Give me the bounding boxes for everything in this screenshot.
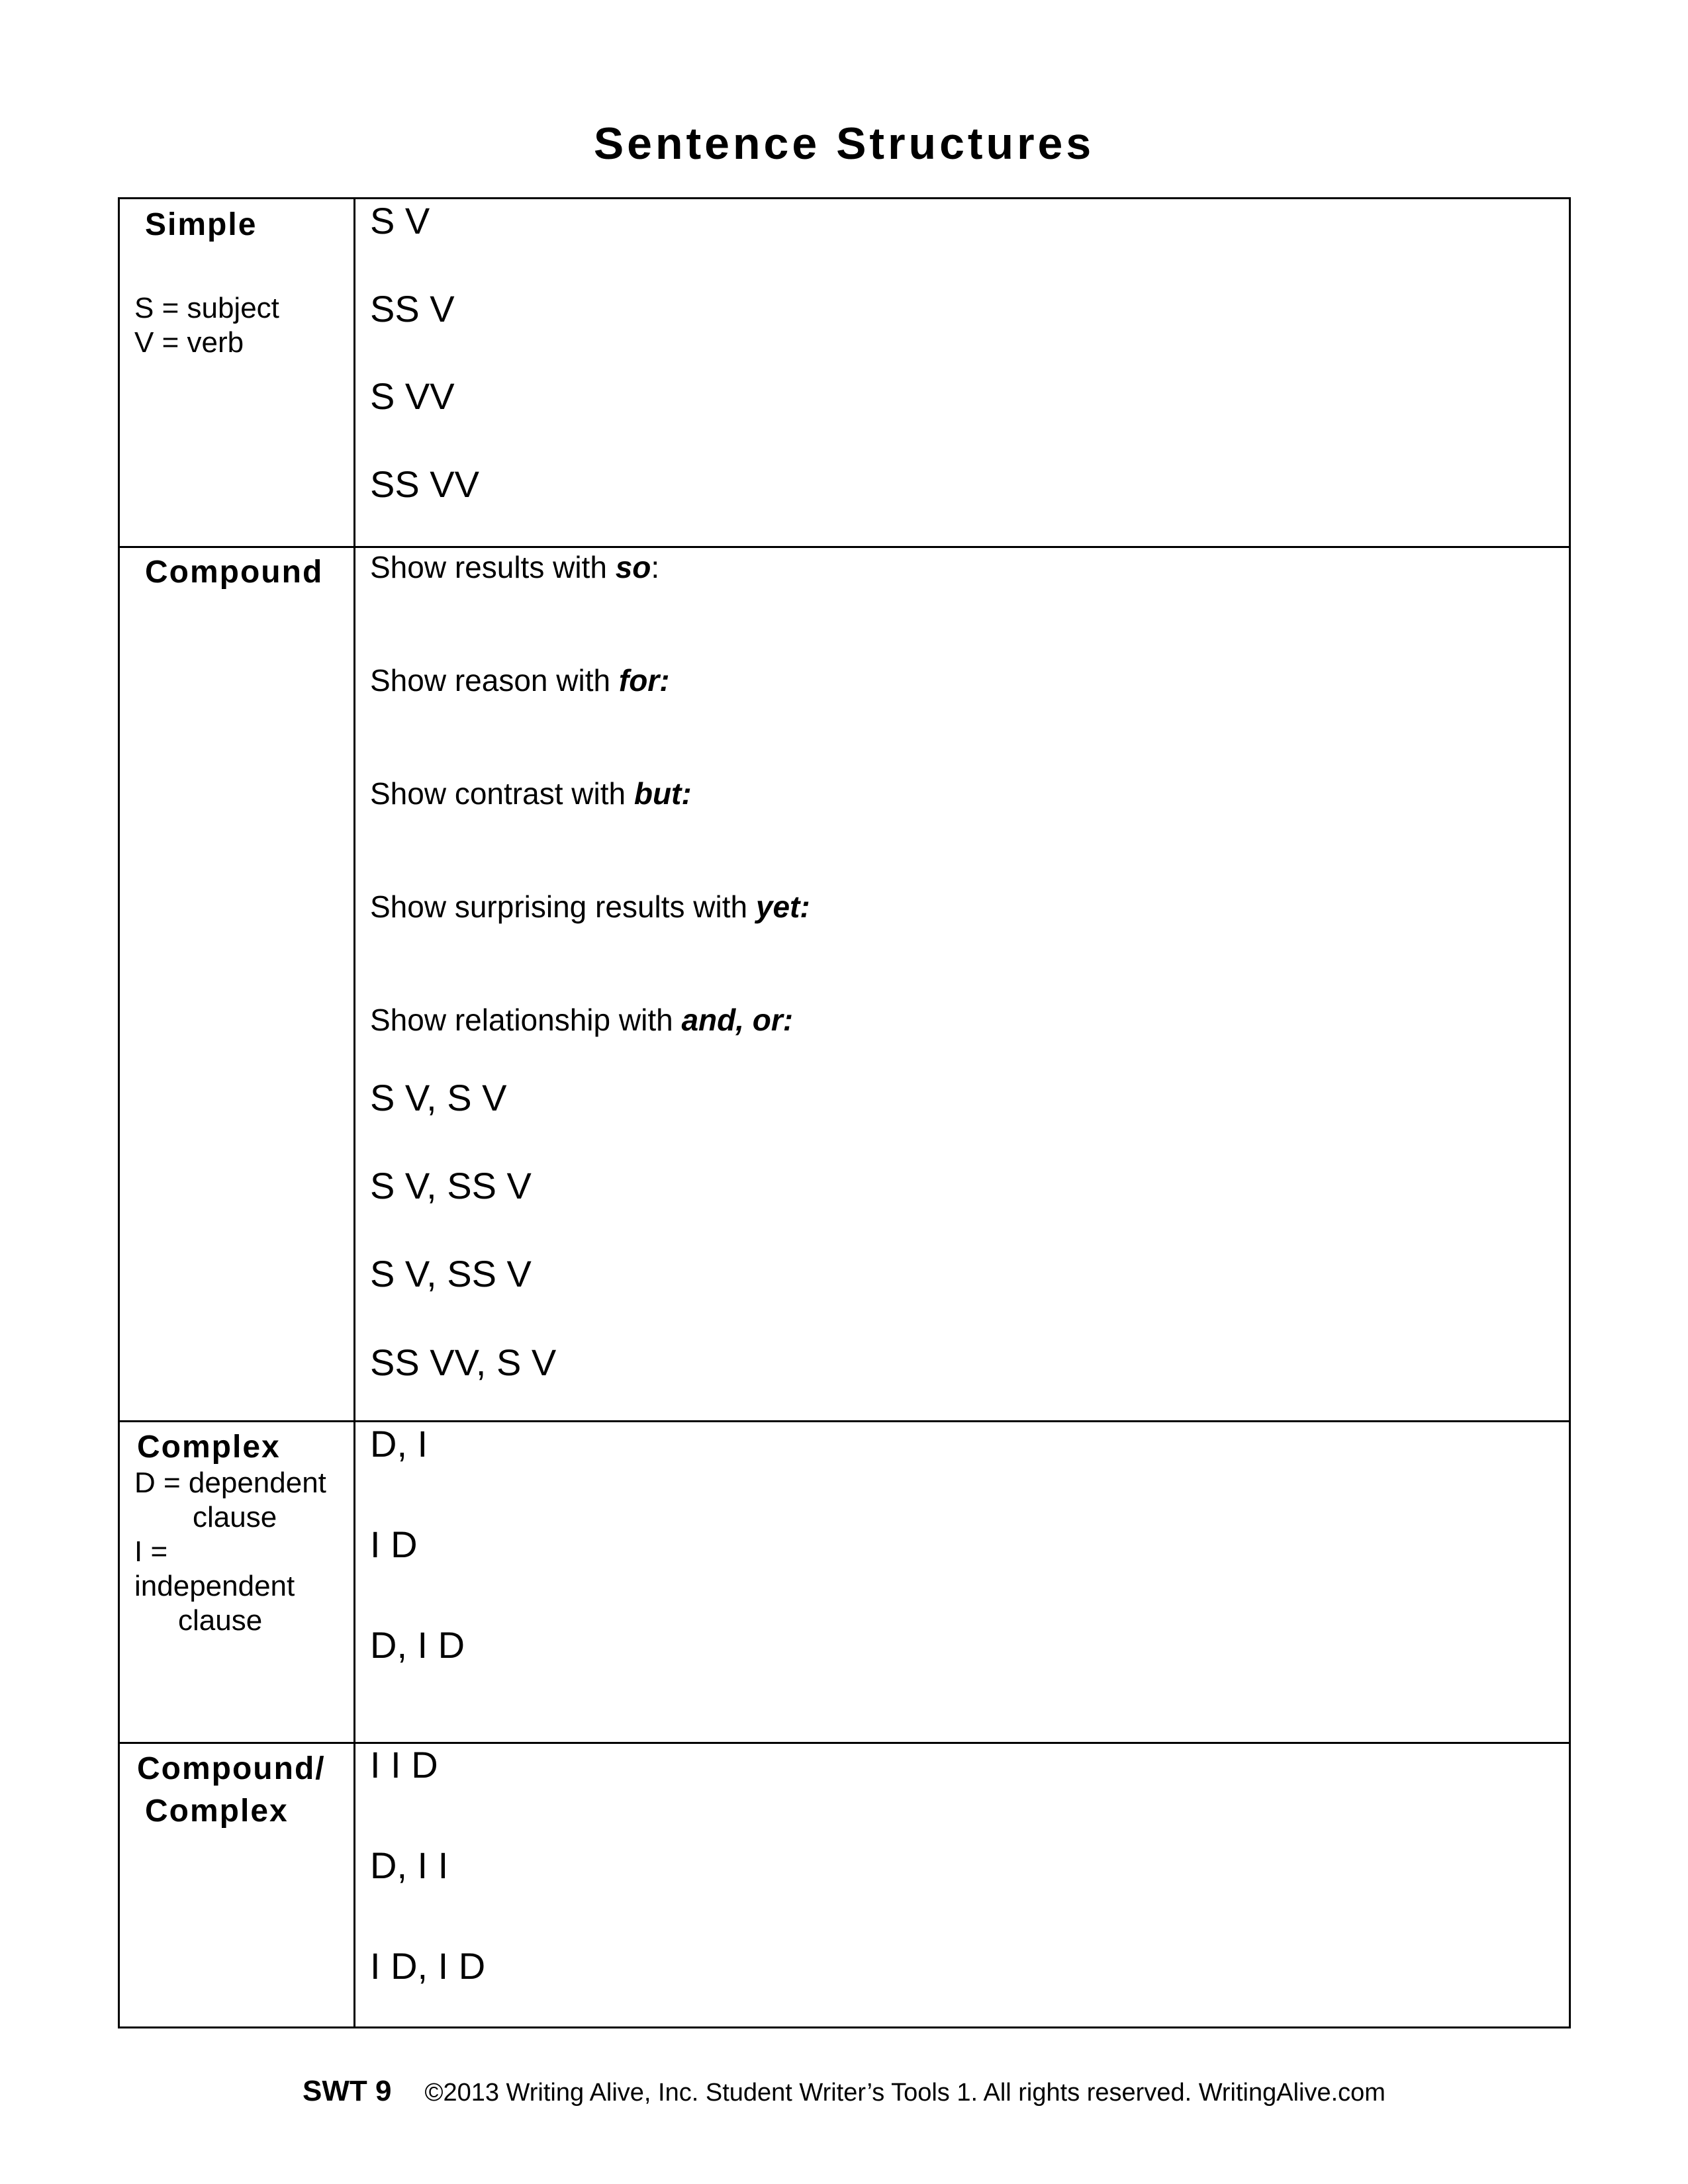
footer-code: SWT 9 [303, 2075, 392, 2107]
column-divider [353, 199, 355, 2026]
complex-label: Complex [137, 1430, 281, 1465]
structures-table [118, 197, 1571, 2028]
simple-note: S = subject [134, 292, 279, 324]
footer-copyright: ©2013 Writing Alive, Inc. Student Writer’s Tools 1. All rights reserved. WritingAlive.com [424, 2079, 1385, 2107]
complex-pattern: D, I D [370, 1624, 465, 1666]
compound-use: Show contrast with but: [370, 776, 692, 811]
complex-note: independent [134, 1570, 295, 1602]
compound-pattern: S V, SS V [370, 1165, 532, 1206]
row-divider [120, 1420, 1569, 1422]
complex-pattern: D, I [370, 1423, 428, 1465]
row-divider [120, 546, 1569, 548]
compound-pattern: S V, S V [370, 1077, 507, 1118]
simple-pattern: S V [370, 200, 430, 242]
compound-complex-pattern: I I D [370, 1744, 438, 1786]
complex-pattern: I D [370, 1524, 418, 1565]
compound-label: Compound [145, 555, 324, 590]
complex-note: clause [193, 1501, 277, 1533]
compound-pattern: SS VV, S V [370, 1342, 557, 1383]
simple-pattern: SS V [370, 288, 455, 330]
compound-complex-pattern: D, I I [370, 1844, 449, 1886]
row-divider [120, 1742, 1569, 1744]
compound-complex-label: Compound/ [137, 1751, 326, 1786]
compound-complex-label: Complex [145, 1794, 289, 1829]
simple-pattern: SS VV [370, 463, 479, 505]
simple-pattern: S VV [370, 375, 455, 417]
compound-use: Show surprising results with yet: [370, 889, 810, 924]
complex-note: I = [134, 1535, 168, 1568]
compound-use: Show relationship with and, or: [370, 1003, 794, 1037]
complex-note: D = dependent [134, 1467, 326, 1499]
compound-complex-pattern: I D, I D [370, 1945, 486, 1987]
compound-use: Show results with so: [370, 550, 660, 584]
page-title: Sentence Structures [593, 118, 1095, 169]
compound-pattern: S V, SS V [370, 1253, 532, 1295]
compound-use: Show reason with for: [370, 663, 670, 698]
complex-note: clause [178, 1604, 263, 1637]
footer [0, 2075, 1688, 2108]
simple-label: Simple [145, 207, 258, 242]
simple-note: V = verb [134, 326, 244, 359]
